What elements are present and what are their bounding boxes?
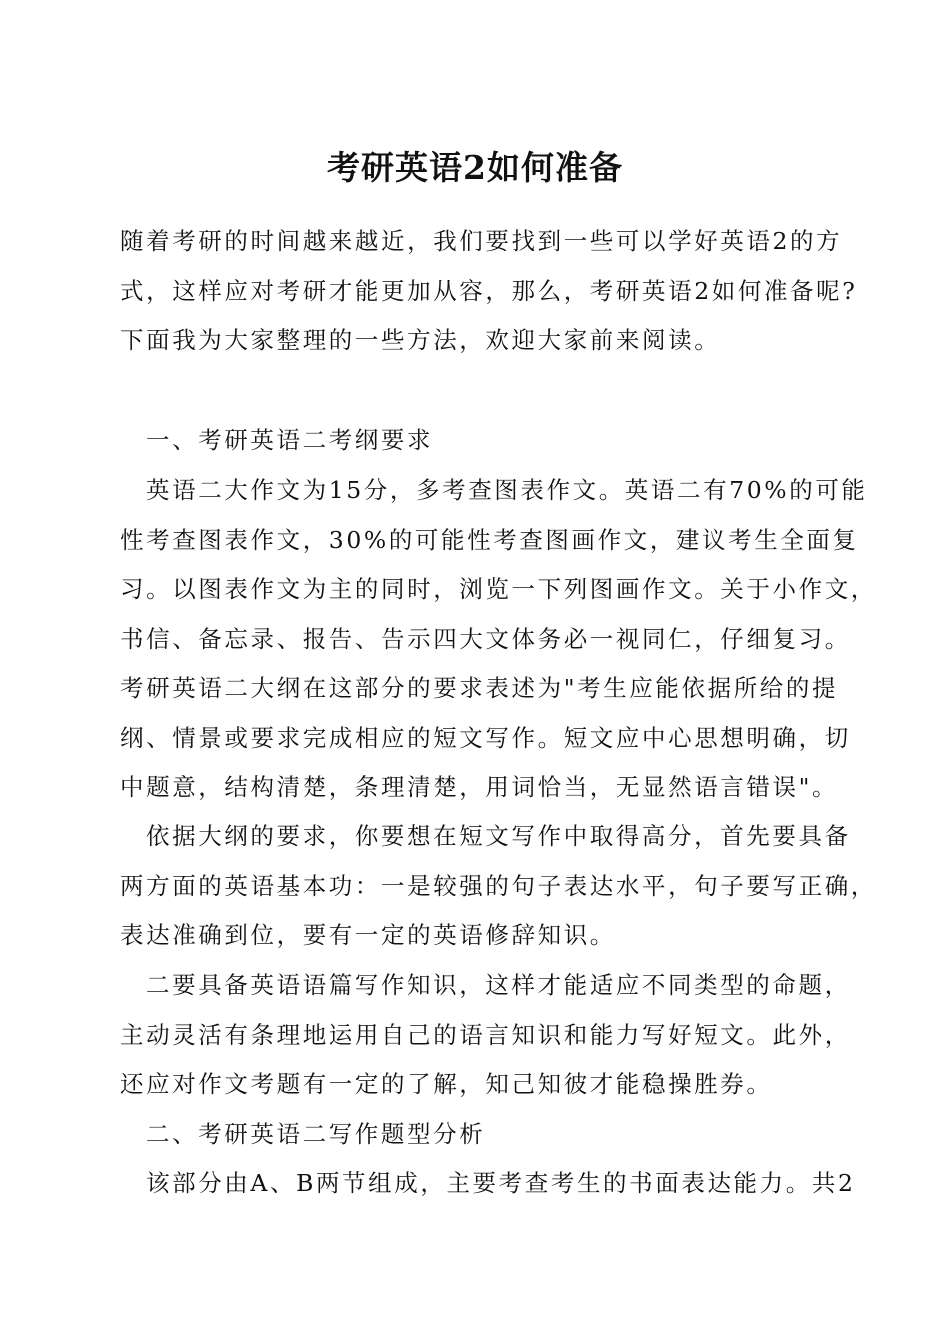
paragraph-4 [120,1159,856,1209]
text-line: 书信、备忘录、报告、告示四大文体务必一视同仁，仔细复习。 [120,624,851,653]
text-line: 还应对作文考题有一定的了解，知己知彼才能稳操胜券。 [120,1070,773,1098]
section-heading-text: 二、考研英语二写作题型分析 [146,1120,486,1148]
text-line: 式，这样应对考研才能更加从容，那么，考研英语2如何准备呢? [120,276,858,305]
text-line: 中题意，结构清楚，条理清楚，用词恰当，无显然语言错误"。 [120,773,839,801]
text-line: 下面我为大家整理的一些方法，欢迎大家前来阅读。 [120,326,721,354]
text-line: 二要具备英语语篇写作知识，这样才能适应不同类型的命题， [146,971,851,999]
text-line: 英语二大作文为15分，多考查图表作文。英语二有70%的可能 [146,476,868,504]
text-line: 主动灵活有条理地运用自己的语言知识和能力写好短文。此外， [120,1020,851,1049]
paragraph-3 [120,961,850,1110]
paragraph-2 [120,812,877,961]
text-line: 两方面的英语基本功：一是较强的句子表达水平，句子要写正确， [120,871,877,900]
text-line: 依据大纲的要求，你要想在短文写作中取得高分，首先要具备 [146,822,851,850]
section-heading-1 [120,416,850,466]
paragraph-1 [120,466,877,813]
section-heading-text: 一、考研英语二考纲要求 [146,426,434,454]
text-line: 性考查图表作文，30%的可能性考查图画作文，建议考生全面复 [120,525,859,554]
text-line: 随着考研的时间越来越近，我们要找到一些可以学好英语2的方 [120,227,843,255]
text-line: 考研英语二大纲在这部分的要求表述为"考生应能依据所给的提 [120,674,839,702]
document-title: 考研英语2如何准备 [327,148,623,187]
text-line: 表达准确到位，要有一定的英语修辞知识。 [120,921,616,949]
text-line: 该部分由A、B两节组成，主要考查考生的书面表达能力。共2 [146,1169,856,1197]
intro-paragraph [120,217,858,366]
section-heading-2 [120,1110,850,1160]
text-line: 纲、情景或要求完成相应的短文写作。短文应中心思想明确，切 [120,723,851,752]
text-line: 习。以图表作文为主的同时，浏览一下列图画作文。关于小作文， [120,575,877,603]
